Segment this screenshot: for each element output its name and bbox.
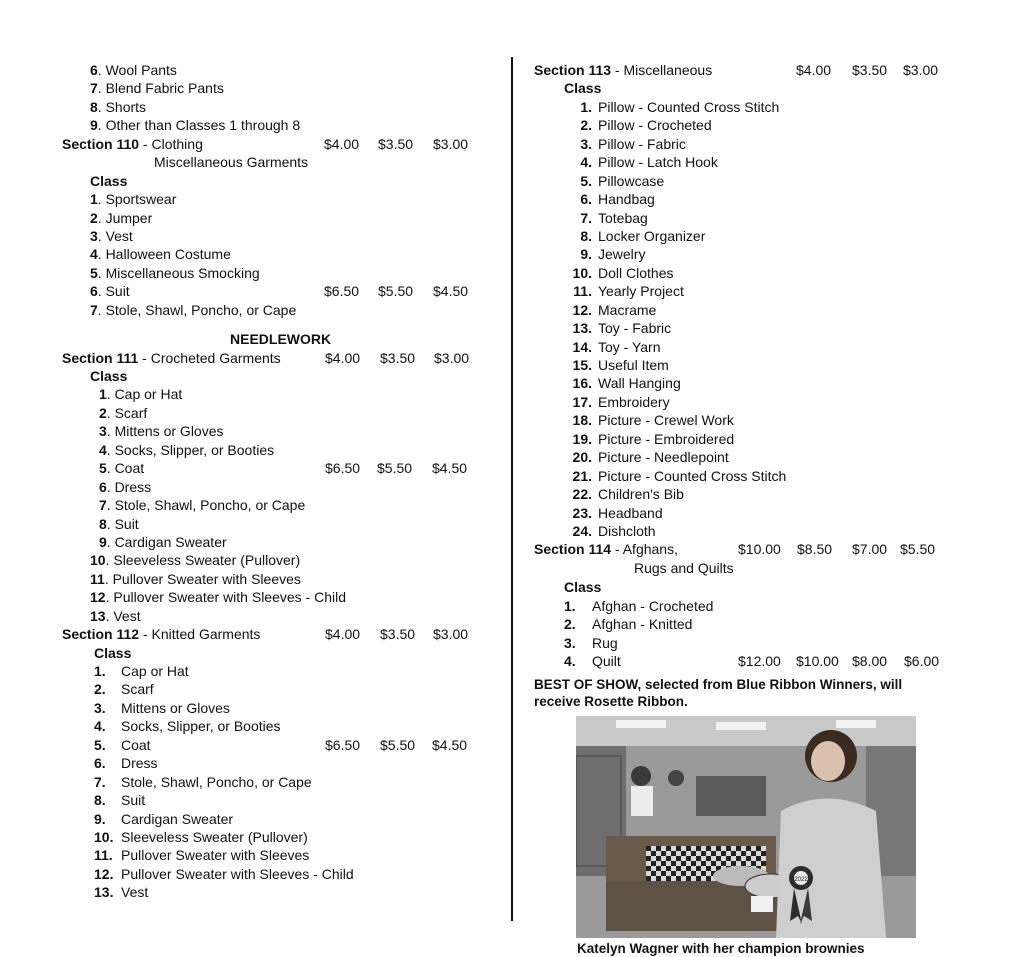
class-item: 17. Embroidery [572,393,670,410]
price-second: $3.50 [378,135,414,152]
class-item: 9. Cardigan Sweater [94,810,234,827]
class-item: 15. Useful Item [572,357,669,373]
class-item: 16. Wall Hanging [572,375,681,392]
class-item: 11. Pullover Sweater with Sleeves [94,847,310,864]
class-item: 7. Stole, Shawl, Poncho, or Cape [90,301,297,318]
price-second: $8.50 [797,541,833,558]
section-name: - Afghans, [611,541,678,558]
section-title: Section 114 [534,541,612,558]
class-item: 1. Sportswear [90,191,177,208]
price-third: $3.00 [434,349,470,366]
ribbon-label: 2022 [794,877,808,883]
class-item: 11. Yearly Project [573,283,684,300]
class-item: 8. Shorts [90,98,147,115]
class-item: 4. Halloween Costume [90,246,231,263]
class-item: 4. Pillow - Latch Hook [580,154,718,171]
class-item: 4. Socks, Slipper, or Booties [94,718,281,735]
class-item: 19. Picture - Embroidered [572,430,735,447]
section-title: Section 111 [62,349,139,366]
class-item: 11. Pullover Sweater with Sleeves [90,570,301,587]
section-name: - Crocheted Garments [138,349,281,366]
right-column [534,61,954,670]
class-item: 2. Afghan - Knitted [564,616,693,633]
class-label: Class [90,368,128,384]
class-item: 12. Pullover Sweater with Sleeves - Child [90,589,347,606]
class-item: 5. Coat $6.50 $5.50 $4.50 [94,736,468,753]
class-item: 20. Picture - Needlepoint [572,449,729,466]
class-item: 10. Doll Clothes [572,264,674,281]
class-item: 6. Dress [94,755,158,772]
section-name-continued: Rugs and Quilts [634,559,734,576]
class-item: 10. Sleeveless Sweater (Pullover) [94,828,308,845]
price-fourth: $5.50 [900,541,936,558]
class-item: 21. Picture - Counted Cross Stitch [572,467,787,484]
section-title: Section 113 [534,62,612,78]
price-fourth: $6.00 [904,653,940,669]
price-third: $4.50 [432,460,468,477]
class-item: 2. Pillow - Crocheted [580,117,712,134]
class-item: 8. Locker Organizer [580,227,706,244]
class-label: Class [94,644,132,661]
needlework-heading: NEEDLEWORK [230,331,332,348]
section-title: Section 112 [62,626,140,643]
class-item: 6. Dress [99,478,152,495]
price-third: $3.00 [433,135,469,152]
price-first: $12.00 [738,653,781,669]
class-item: 9. Other than Classes 1 through 8 [90,117,301,134]
photo [576,716,916,938]
class-label: Class [564,80,602,97]
class-item: 13. Toy - Fabric [572,320,672,337]
class-item: 18. Picture - Crewel Work [572,412,734,429]
price-first: $10.00 [738,541,781,558]
section-114-header [534,540,954,558]
section-113-list [534,98,954,541]
class-item: 1. Cap or Hat [99,386,183,403]
class-item: 3. Rug [564,634,618,651]
class-item: 8. Suit [94,792,146,809]
class-item: 12. Pullover Sweater with Sleeves - Child [94,865,354,882]
price-third: $4.50 [432,736,468,753]
price-third: $3.00 [433,626,469,643]
section-name-continued: Miscellaneous Garments [154,154,309,171]
price-first: $6.50 [324,283,360,300]
class-item: 23. Headband [572,504,663,521]
price-first: $4.00 [325,349,361,366]
class-item: 3. Mittens or Gloves [94,699,230,716]
price-third: $3.00 [903,62,939,78]
section-name: - Knitted Garments [139,626,261,643]
price-first: $6.50 [325,736,361,753]
class-item: 4. Socks, Slipper, or Booties [99,441,275,458]
class-item: 5. Pillowcase [580,172,665,189]
price-second: $5.50 [377,460,413,477]
class-item: 9. Cardigan Sweater [99,533,227,550]
section-110-header [62,135,482,153]
class-item: 2. Scarf [94,681,154,698]
class-item: 1. Afghan - Crocheted [564,597,714,614]
class-item: 6. Suit $6.50 $5.50 $4.50 [90,283,469,300]
class-item: 2. Jumper [90,209,153,226]
section-name: - Miscellaneous [611,62,713,78]
class-item: 7. Totebag [580,209,648,226]
section-112-header [62,625,482,643]
class-item: 7. Stole, Shawl, Poncho, or Cape [99,497,306,514]
price-second: $10.00 [796,653,839,669]
class-item: 1. Cap or Hat [94,663,189,679]
section-title: Section 110 [62,135,140,152]
class-item: 5. Coat $6.50 $5.50 $4.50 [99,460,468,477]
class-item: 12. Macrame [572,301,657,318]
price-first: $4.00 [796,62,832,78]
class-item: 3. Vest [90,227,133,244]
class-item: 3. Pillow - Fabric [580,135,686,152]
price-first: $4.00 [324,135,360,152]
left-column [62,61,482,902]
column-divider [511,57,513,921]
class-item: 4. Quilt $12.00 $10.00 $8.00 $6.00 [564,653,940,669]
price-second: $3.50 [852,62,888,78]
class-item: 7. Blend Fabric Pants [90,80,224,97]
section-113-header [534,61,954,79]
price-third: $4.50 [433,283,469,300]
class-item: 10. Sleeveless Sweater (Pullover) [90,552,301,569]
class-item: 1. Pillow - Counted Cross Stitch [580,98,780,115]
class-label: Class [90,172,128,189]
class-item: 6. Wool Pants [90,62,177,78]
price-second: $5.50 [378,283,414,300]
best-of-show-note: BEST OF SHOW, selected from Blue Ribbon Winners, will receive Rosette Ribbon. [534,677,903,709]
price-third: $7.00 [852,541,888,558]
class-item: 14. Toy - Yarn [572,338,661,355]
price-first: $6.50 [325,460,361,477]
class-item: 24. Dishcloth [572,522,656,539]
price-second: $3.50 [380,626,416,643]
class-item: 6. Handbag [580,191,655,208]
section-111-header [62,349,482,367]
photo-image [576,716,916,938]
class-item: 13. Vest [90,607,141,624]
class-item: 3. Mittens or Gloves [99,423,224,440]
class-label: Class [564,579,602,596]
section-name: - Clothing [139,135,203,152]
price-first: $4.00 [325,626,361,643]
price-second: $5.50 [380,736,416,753]
class-item: 7. Stole, Shawl, Poncho, or Cape [94,773,312,790]
price-third: $8.00 [852,653,888,669]
class-item: 22. Children's Bib [572,486,684,503]
class-item: 2. Scarf [99,404,148,421]
class-item: 5. Miscellaneous Smocking [90,264,260,281]
class-item: 8. Suit [99,515,139,532]
class-item: 9. Jewelry [580,246,646,263]
class-item: 13. Vest [94,884,149,901]
photo-caption: Katelyn Wagner with her champion brownies [577,941,865,956]
price-second: $3.50 [380,349,416,366]
